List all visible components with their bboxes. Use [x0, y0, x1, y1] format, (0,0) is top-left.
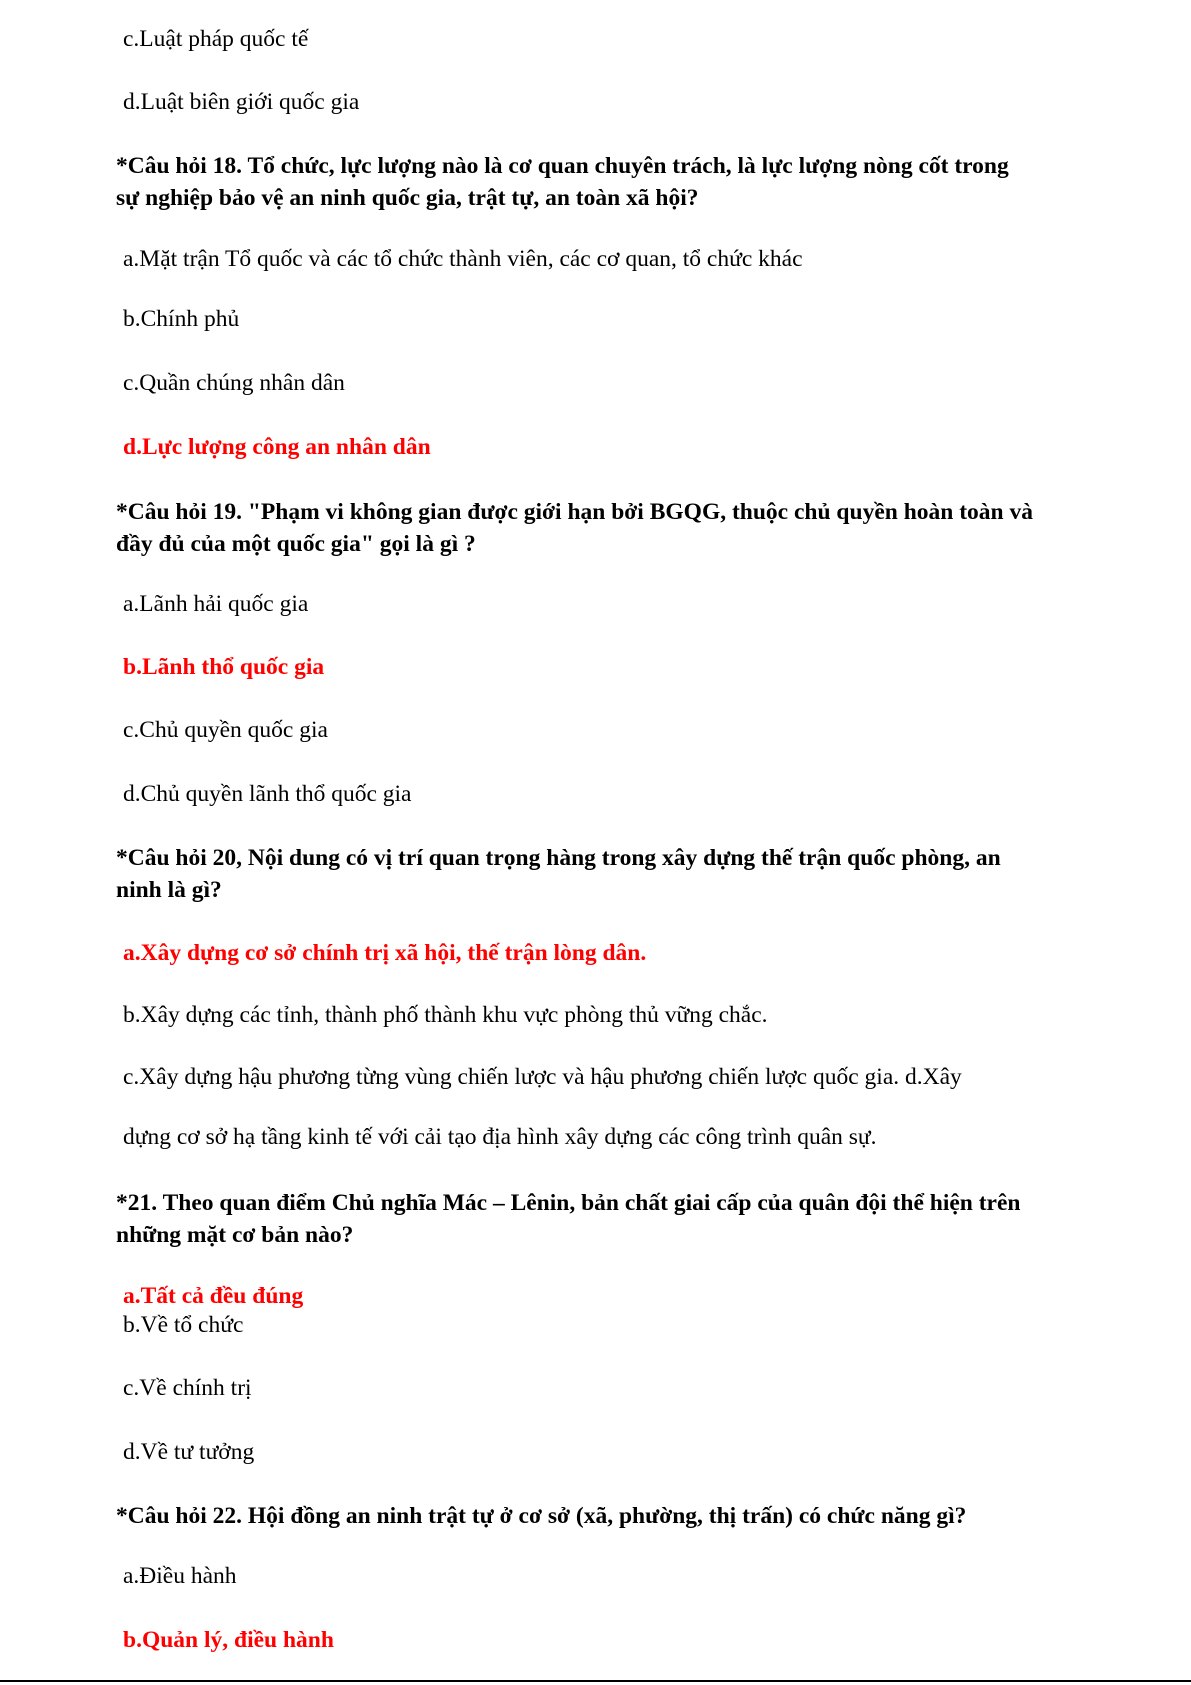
- option-18a: a.Mặt trận Tổ quốc và các tổ chức thành viên, các cơ quan, tổ chức khác: [123, 246, 803, 272]
- question-19-line-2: đầy đủ của một quốc gia" gọi là gì ?: [116, 531, 476, 557]
- question-22-line-1: *Câu hỏi 22. Hội đồng an ninh trật tự ở cơ sở (xã, phường, thị trấn) có chức năng gì?: [116, 1503, 967, 1529]
- question-18-line-1: *Câu hỏi 18. Tổ chức, lực lượng nào là cơ quan chuyên trách, là lực lượng nòng cốt trong: [116, 153, 1009, 179]
- page-bottom-rule: [0, 1680, 1191, 1682]
- option-19b-correct: b.Lãnh thổ quốc gia: [123, 654, 325, 680]
- option-20a-correct: a.Xây dựng cơ sở chính trị xã hội, thế trận lòng dân.: [123, 940, 647, 966]
- option-19d: d.Chủ quyền lãnh thổ quốc gia: [123, 781, 412, 807]
- option-21a-correct: a.Tất cả đều đúng: [123, 1283, 304, 1309]
- question-20-line-2: ninh là gì?: [116, 877, 222, 903]
- option-19c: c.Chủ quyền quốc gia: [123, 717, 328, 743]
- option-20c: c.Xây dựng hậu phương từng vùng chiến lược và hậu phương chiến lược quốc gia. d.Xây: [123, 1064, 962, 1090]
- option-19a: a.Lãnh hải quốc gia: [123, 591, 309, 617]
- option-18b: b.Chính phủ: [123, 306, 240, 332]
- question-20-line-1: *Câu hỏi 20, Nội dung có vị trí quan trọng hàng trong xây dựng thế trận quốc phòng, an: [116, 845, 1001, 871]
- option-21d: d.Về tư tưởng: [123, 1439, 255, 1465]
- question-21-line-1: *21. Theo quan điểm Chủ nghĩa Mác – Lênin, bản chất giai cấp của quân đội thể hiện trên: [116, 1190, 1021, 1216]
- option-20d: dựng cơ sở hạ tầng kinh tế với cải tạo địa hình xây dựng các công trình quân sự.: [123, 1124, 877, 1150]
- option-22b-correct: b.Quản lý, điều hành: [123, 1627, 334, 1653]
- option-21b: b.Về tổ chức: [123, 1312, 244, 1338]
- option-20b: b.Xây dựng các tỉnh, thành phố thành khu vực phòng thủ vững chắc.: [123, 1002, 768, 1028]
- option-17d: d.Luật biên giới quốc gia: [123, 89, 360, 115]
- option-18c: c.Quần chúng nhân dân: [123, 370, 345, 396]
- option-21c: c.Về chính trị: [123, 1375, 252, 1401]
- option-22a: a.Điều hành: [123, 1563, 237, 1589]
- question-19-line-1: *Câu hỏi 19. "Phạm vi không gian được giới hạn bởi BGQG, thuộc chủ quyền hoàn toàn và: [116, 499, 1033, 525]
- question-21-line-2: những mặt cơ bản nào?: [116, 1222, 354, 1248]
- option-18d-correct: d.Lực lượng công an nhân dân: [123, 434, 431, 460]
- question-18-line-2: sự nghiệp bảo vệ an ninh quốc gia, trật tự, an toàn xã hội?: [116, 185, 699, 211]
- option-17c: c.Luật pháp quốc tế: [123, 26, 309, 52]
